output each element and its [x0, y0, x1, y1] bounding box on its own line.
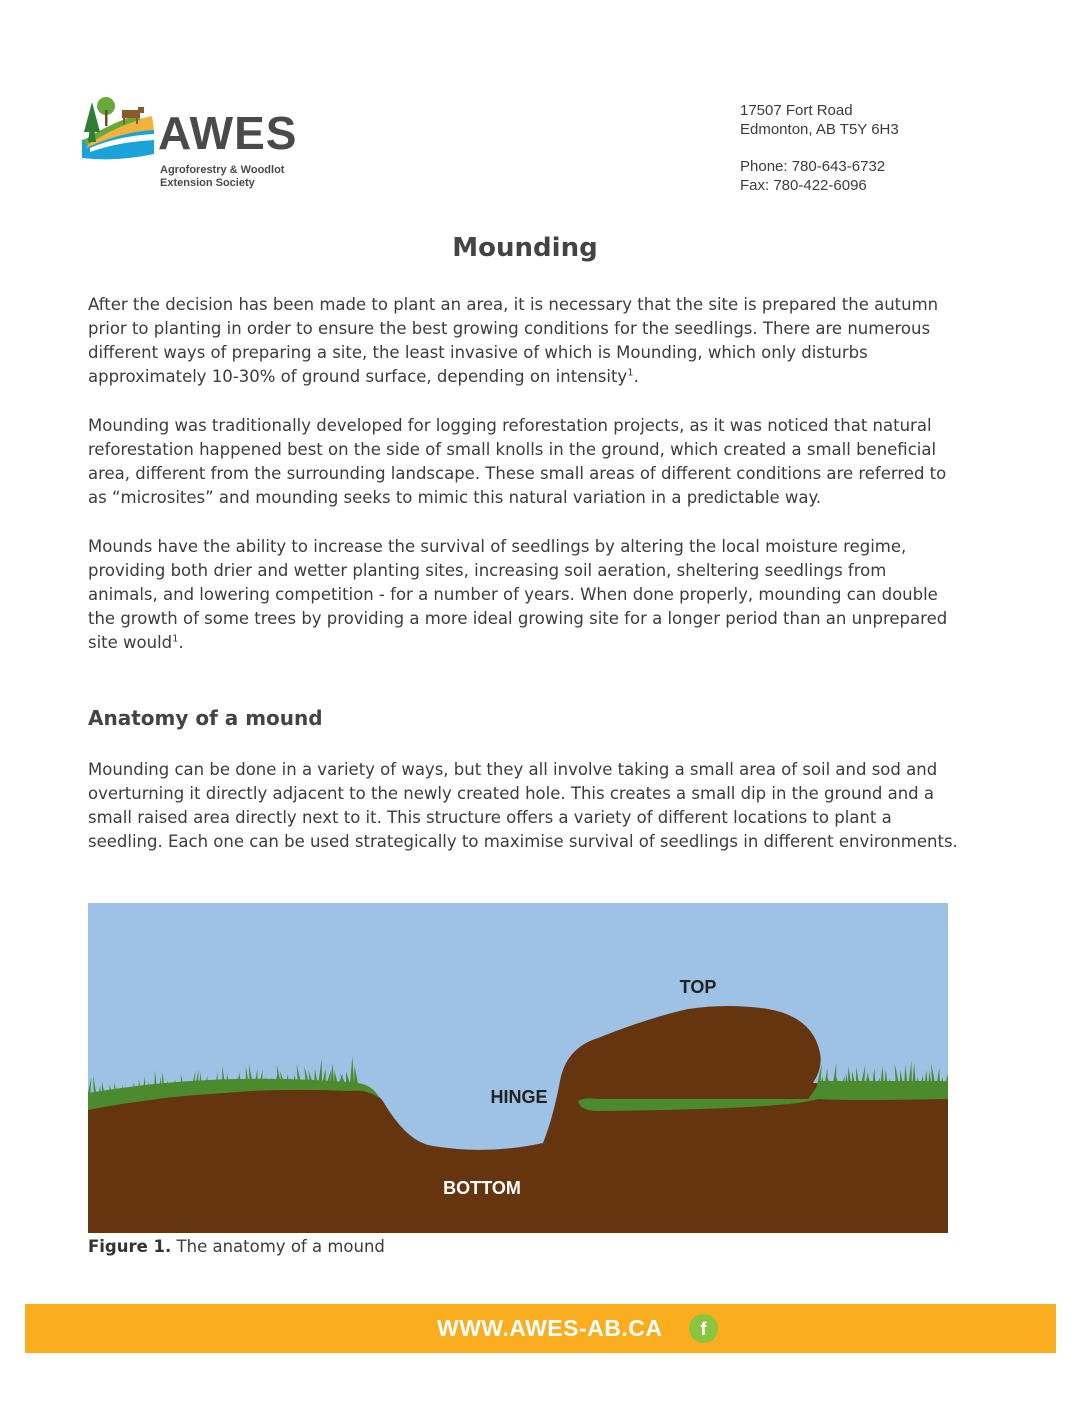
address-fax: Fax: 780-422-6096 [740, 177, 867, 194]
address-phone: Phone: 780-643-6732 [740, 158, 886, 175]
mound-anatomy-figure [88, 903, 948, 1233]
footnote-ref: 1 [172, 633, 179, 645]
awes-logo [82, 92, 297, 192]
paragraph-intro-text: After the decision has been made to plant an area, it is necessary that the site is prepared the autumn prior to planting in order to ensure the best growing conditions for the seedlings. There are numerous different ways of preparing a site, the least invasive of which is Mounding, which only disturbs approximately 10-30% of ground surface, depending on intensity [88, 295, 939, 386]
footer-website-link[interactable]: WWW.AWES-AB.CA [437, 1315, 663, 1341]
paragraph-intro-end: . [633, 367, 639, 386]
logo-wordmark: AWES [158, 107, 298, 159]
paragraph-benefits-text: Mounds have the ability to increase the survival of seedlings by altering the local moisture regime, providing both drier and wetter planting sites, increasing soil aeration, sheltering seedlings from animals, and lowering competition - for a number of years. When done properly, mounding can double the growth of some trees by providing a more ideal growing site for a longer period than an unprepared site would [88, 537, 948, 652]
mound-diagram [88, 903, 948, 1233]
label-top: TOP [679, 977, 717, 997]
label-hinge: HINGE [490, 1087, 548, 1107]
footer-bar [25, 1304, 1056, 1353]
contact-address [740, 101, 899, 195]
address-city: Edmonton, AB T5Y 6H3 [740, 121, 899, 138]
paragraph-anatomy: Mounding can be done in a variety of ways, but they all involve taking a small area of soil and sod and overturning it directly adjacent to the newly created hole. This creates a small dip in the ground and a small raised area directly next to it. This structure offers a variety of different locations to plant a seedling. Each one can be used strategically to maximise survival of seedlings in different environments. [88, 760, 958, 851]
logo-subtitle [160, 164, 284, 190]
figure-caption-label: Figure 1. [88, 1237, 172, 1256]
logo-subtitle-line1: Agroforestry & Woodlot [160, 164, 285, 176]
figure-caption-text: The anatomy of a mound [171, 1237, 385, 1256]
footnote-ref: 1 [627, 367, 634, 379]
page-title: Mounding [452, 233, 598, 263]
logo-subtitle-line2: Extension Society [160, 177, 255, 189]
address-street: 17507 Fort Road [740, 102, 853, 119]
facebook-icon[interactable]: f [689, 1314, 718, 1343]
section-heading: Anatomy of a mound [88, 706, 323, 730]
label-bottom: BOTTOM [443, 1178, 521, 1198]
awes-landscape-logo-icon [82, 92, 157, 162]
figure-caption [88, 1237, 385, 1256]
paragraph-benefits-end: . [178, 633, 184, 652]
paragraph-intro [88, 293, 960, 389]
paragraph-benefits [88, 535, 960, 655]
paragraph-history: Mounding was traditionally developed for logging reforestation projects, as it was noticed that natural reforestation happened best on the side of small knolls in the ground, which created a small beneficial area, different from the surrounding landscape. These small areas of different conditions are referred to as “microsites” and mounding seeks to mimic this natural variation in a predictable way. [88, 416, 947, 507]
